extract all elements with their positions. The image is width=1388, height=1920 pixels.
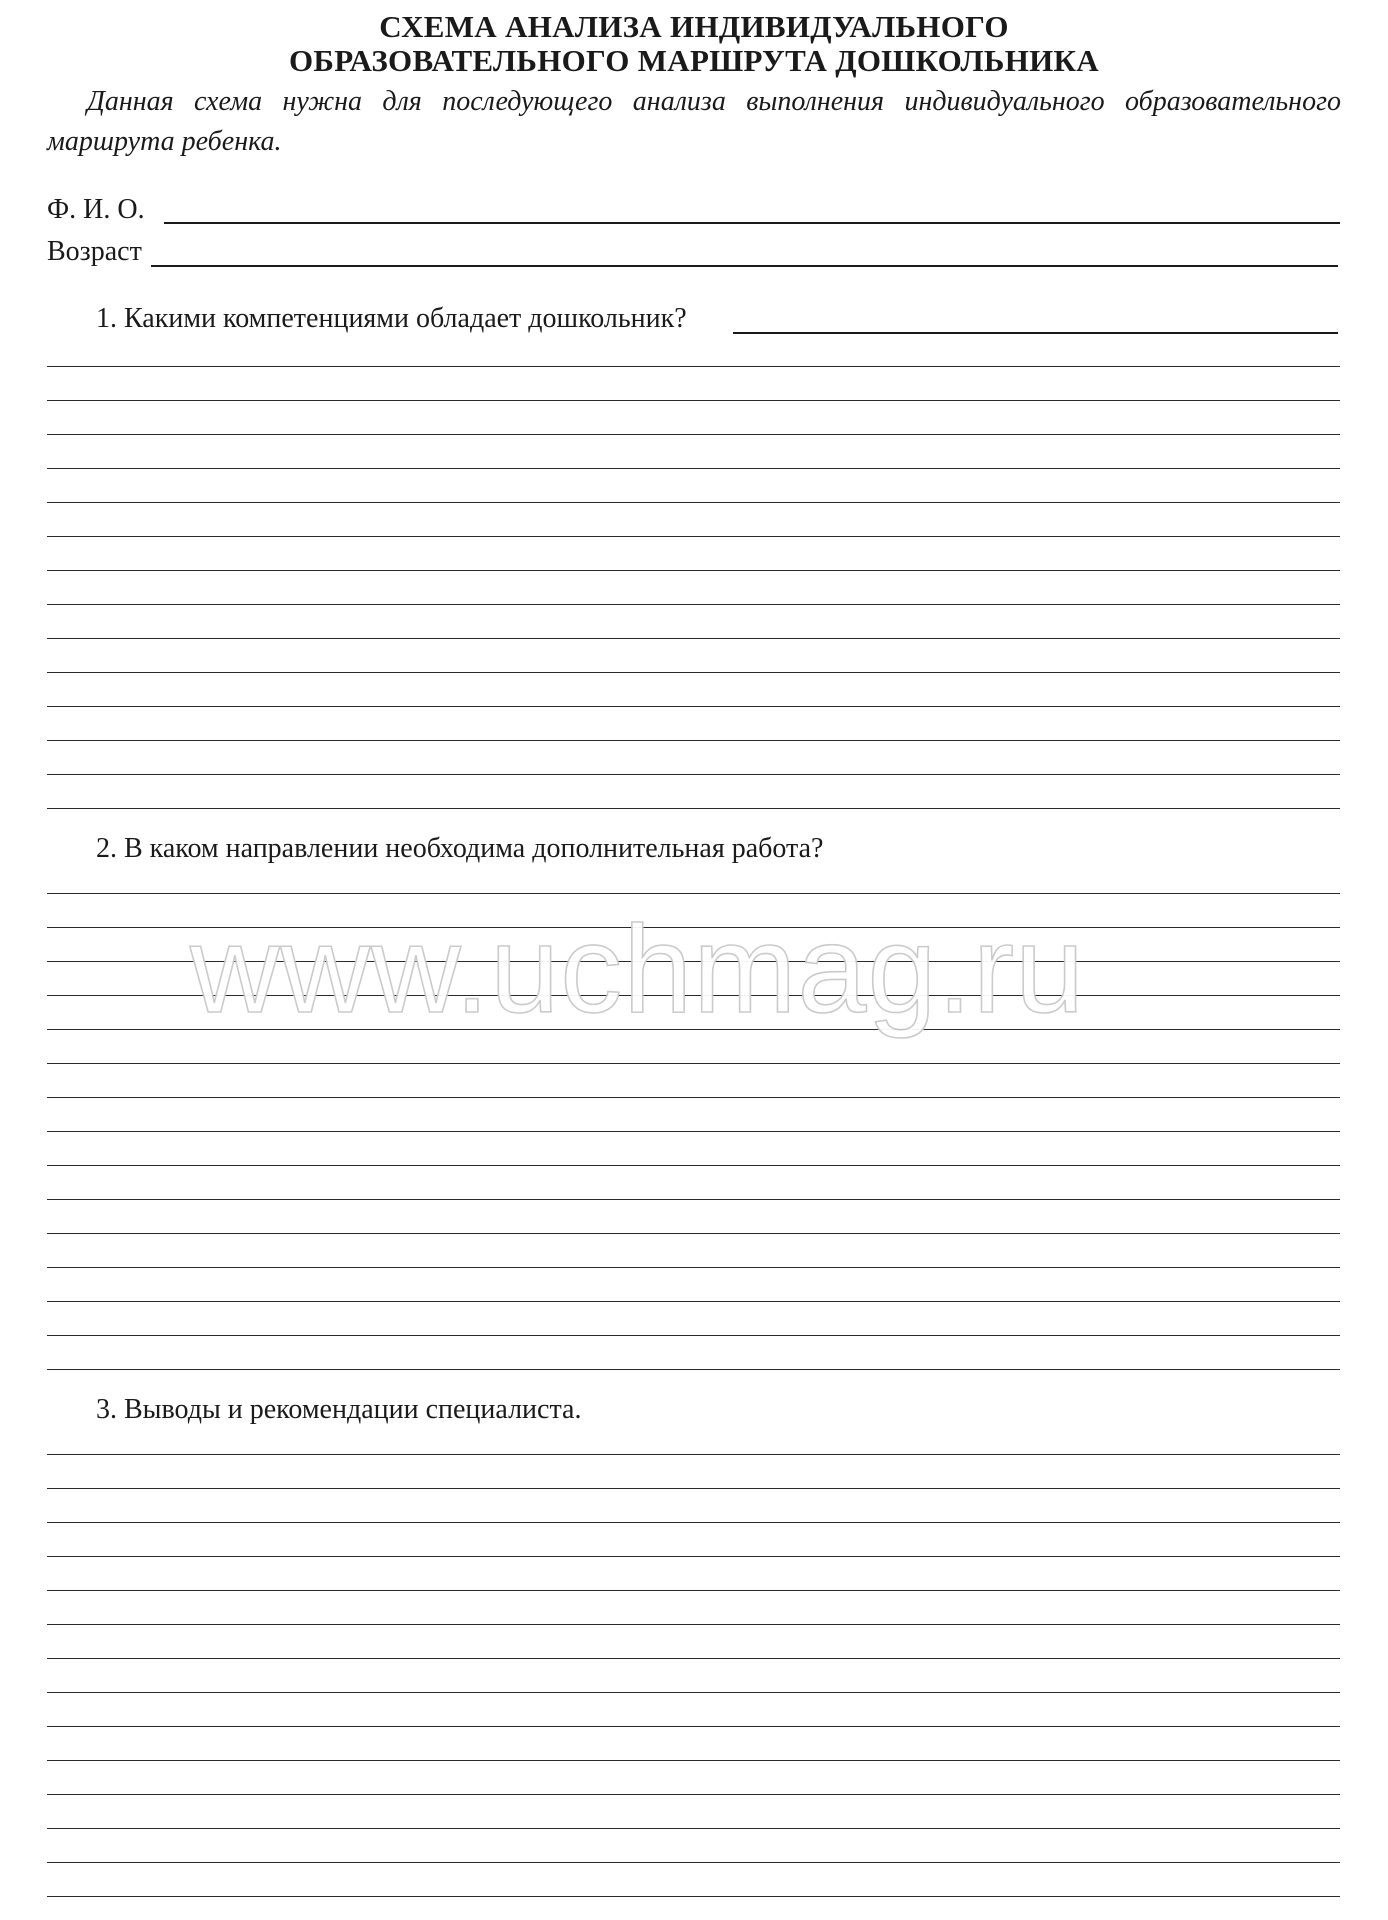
- answer-line[interactable]: [47, 502, 1340, 503]
- answer-line[interactable]: [47, 1794, 1340, 1795]
- answer-line[interactable]: [47, 1726, 1340, 1727]
- answer-line[interactable]: [47, 604, 1340, 605]
- answer-line[interactable]: [47, 1760, 1340, 1761]
- answer-line[interactable]: [47, 740, 1340, 741]
- page-title-line-2: ОБРАЗОВАТЕЛЬНОГО МАРШРУТА ДОШКОЛЬНИКА: [289, 43, 1099, 78]
- answer-line[interactable]: [47, 1369, 1340, 1370]
- age-label: Возраст: [47, 236, 142, 267]
- answer-line[interactable]: [47, 366, 1340, 367]
- answer-line[interactable]: [47, 434, 1340, 435]
- answer-line[interactable]: [47, 706, 1340, 707]
- answer-line[interactable]: [47, 1267, 1340, 1268]
- answer-line[interactable]: [47, 468, 1340, 469]
- answer-line[interactable]: [47, 1590, 1340, 1591]
- answer-line[interactable]: [47, 400, 1340, 401]
- answer-line[interactable]: [47, 1063, 1340, 1064]
- answer-line[interactable]: [47, 536, 1340, 537]
- intro-text: Данная схема нужна для последующего анализа выполнения индивидуального образовательного маршрута ребенка.: [47, 86, 1341, 157]
- answer-line[interactable]: [47, 808, 1340, 809]
- answer-line[interactable]: [47, 1658, 1340, 1659]
- answer-line[interactable]: [47, 1522, 1340, 1523]
- answer-line[interactable]: [47, 893, 1340, 894]
- question-1-inline-line[interactable]: [733, 332, 1338, 334]
- watermark-text: www.uchmag.ru: [190, 901, 1086, 1039]
- answer-line[interactable]: [47, 1624, 1340, 1625]
- answer-line[interactable]: [47, 1488, 1340, 1489]
- question-1: 1. Какими компетенциями обладает дошкольник?: [96, 303, 687, 334]
- fio-input-line[interactable]: [164, 222, 1340, 224]
- answer-line[interactable]: [47, 1131, 1340, 1132]
- question-2: 2. В каком направлении необходима дополнительная работа?: [96, 833, 824, 864]
- answer-line[interactable]: [47, 1301, 1340, 1302]
- fio-label: Ф. И. О.: [47, 194, 145, 225]
- answer-line[interactable]: [47, 1896, 1340, 1897]
- answer-line[interactable]: [47, 1454, 1340, 1455]
- age-input-line[interactable]: [151, 265, 1338, 267]
- answer-line[interactable]: [47, 1828, 1340, 1829]
- answer-line[interactable]: [47, 638, 1340, 639]
- answer-line[interactable]: [47, 1335, 1340, 1336]
- answer-line[interactable]: [47, 1097, 1340, 1098]
- answer-line[interactable]: [47, 1692, 1340, 1693]
- answer-line[interactable]: [47, 1556, 1340, 1557]
- question-3: 3. Выводы и рекомендации специалиста.: [96, 1394, 582, 1425]
- answer-line[interactable]: [47, 1233, 1340, 1234]
- answer-line[interactable]: [47, 672, 1340, 673]
- answer-line[interactable]: [47, 774, 1340, 775]
- answer-line[interactable]: [47, 1165, 1340, 1166]
- answer-line[interactable]: [47, 1199, 1340, 1200]
- answer-line[interactable]: [47, 570, 1340, 571]
- page-title-line-1: СХЕМА АНАЛИЗА ИНДИВИДУАЛЬНОГО: [379, 9, 1009, 44]
- answer-line[interactable]: [47, 1862, 1340, 1863]
